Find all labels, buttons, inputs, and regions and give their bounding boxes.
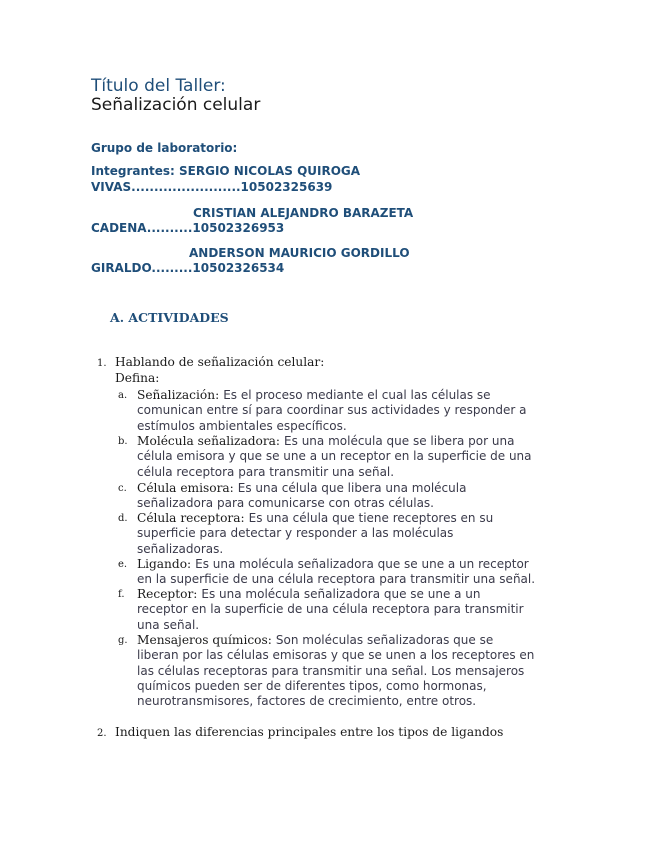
item-d-letter: d.: [118, 513, 128, 524]
item-g-term: Mensajeros químicos:: [137, 633, 272, 647]
item-g-line-4: químicos pueden ser de diferentes tipos, como hormonas,: [137, 678, 487, 693]
section-heading: [110, 310, 229, 325]
item-f-term: Receptor:: [137, 587, 198, 601]
item-g: [137, 632, 534, 709]
item-c: [137, 480, 466, 512]
item-f-line-3: una señal.: [137, 617, 200, 632]
item-a-letter: a.: [118, 390, 128, 401]
item-d-line-3: señalizadoras.: [137, 541, 224, 556]
page-title: Señalización celular: [91, 95, 261, 115]
item-f-line-2: receptor en la superficie de una célula receptora para transmitir: [137, 602, 524, 617]
item-d-line-1: Es una célula que tiene receptores en su: [248, 511, 494, 525]
item-e: [137, 556, 535, 588]
item-b-term: Molécula señalizadora:: [137, 434, 281, 448]
group-label: Grupo de laboratorio:: [91, 141, 238, 155]
item-c-line-1: Es una célula que libera una molécula: [237, 481, 467, 495]
item-a: [137, 387, 527, 434]
item-b-letter: b.: [118, 436, 128, 447]
member2-line-2: CADENA..........10502326953: [91, 221, 285, 235]
question-1-sub: Defina:: [115, 371, 160, 385]
item-d-line-2: superficie para detectar y responder a las moléculas: [137, 526, 454, 541]
item-e-term: Ligando:: [137, 557, 192, 571]
members-line-1: Integrantes: SERGIO NICOLAS QUIROGA: [91, 164, 361, 178]
item-a-line-3: estímulos ambientales específicos.: [137, 418, 347, 433]
item-b: [137, 433, 532, 480]
item-c-term: Célula emisora:: [137, 481, 234, 495]
item-c-line-2: señalizadora para comunicarse con otras células.: [137, 496, 434, 511]
item-e-line-1: Es una molécula señalizadora que se une a un receptor: [195, 557, 529, 571]
member3-line-1: ANDERSON MAURICIO GORDILLO: [189, 246, 410, 260]
item-a-line-2: comunican entre sí para coordinar sus actividades y responder a: [137, 403, 527, 418]
question-1-text: Hablando de señalización celular:: [115, 355, 325, 369]
item-f-letter: f.: [118, 589, 125, 600]
question-2-text: Indiquen las diferencias principales entre los tipos de ligandos: [115, 725, 504, 739]
item-b-line-2: célula emisora y que se une a un receptor en la superficie de una: [137, 449, 532, 464]
item-g-line-3: las células receptoras para transmitir una señal. Los mensajeros: [137, 663, 525, 678]
item-a-term: Señalización:: [137, 388, 220, 402]
question-2-number: 2.: [97, 728, 107, 739]
item-g-line-2: liberan por las células emisoras y que se unen a los receptores en: [137, 648, 535, 663]
section-title: ACTIVIDADES: [128, 310, 229, 325]
item-b-line-3: célula receptora para transmitir una señal.: [137, 464, 395, 479]
item-d: [137, 510, 493, 557]
member3-line-2: GIRALDO.........10502326534: [91, 261, 285, 275]
item-c-letter: c.: [118, 483, 127, 494]
title-label: Título del Taller:: [91, 76, 226, 96]
item-g-line-1: Son moléculas señalizadoras que se: [275, 633, 494, 647]
item-f: [137, 586, 524, 633]
item-f-line-1: Es una molécula señalizadora que se une a un: [201, 587, 481, 601]
item-a-line-1: Es el proceso mediante el cual las células se: [223, 388, 491, 402]
item-g-line-5: neurotransmisores, factores de crecimiento, entre otros.: [137, 694, 477, 709]
member2-line-1: CRISTIAN ALEJANDRO BARAZETA: [193, 206, 414, 220]
section-letter: A.: [110, 310, 125, 325]
item-e-letter: e.: [118, 559, 128, 570]
item-e-line-2: en la superficie de una célula receptora para transmitir una señal.: [137, 572, 536, 587]
item-d-term: Célula receptora:: [137, 511, 245, 525]
item-b-line-1: Es una molécula que se libera por una: [284, 434, 515, 448]
members-line-2: VIVAS........................10502325639: [91, 180, 333, 194]
item-g-letter: g.: [118, 635, 128, 646]
question-1-number: 1.: [97, 358, 107, 369]
